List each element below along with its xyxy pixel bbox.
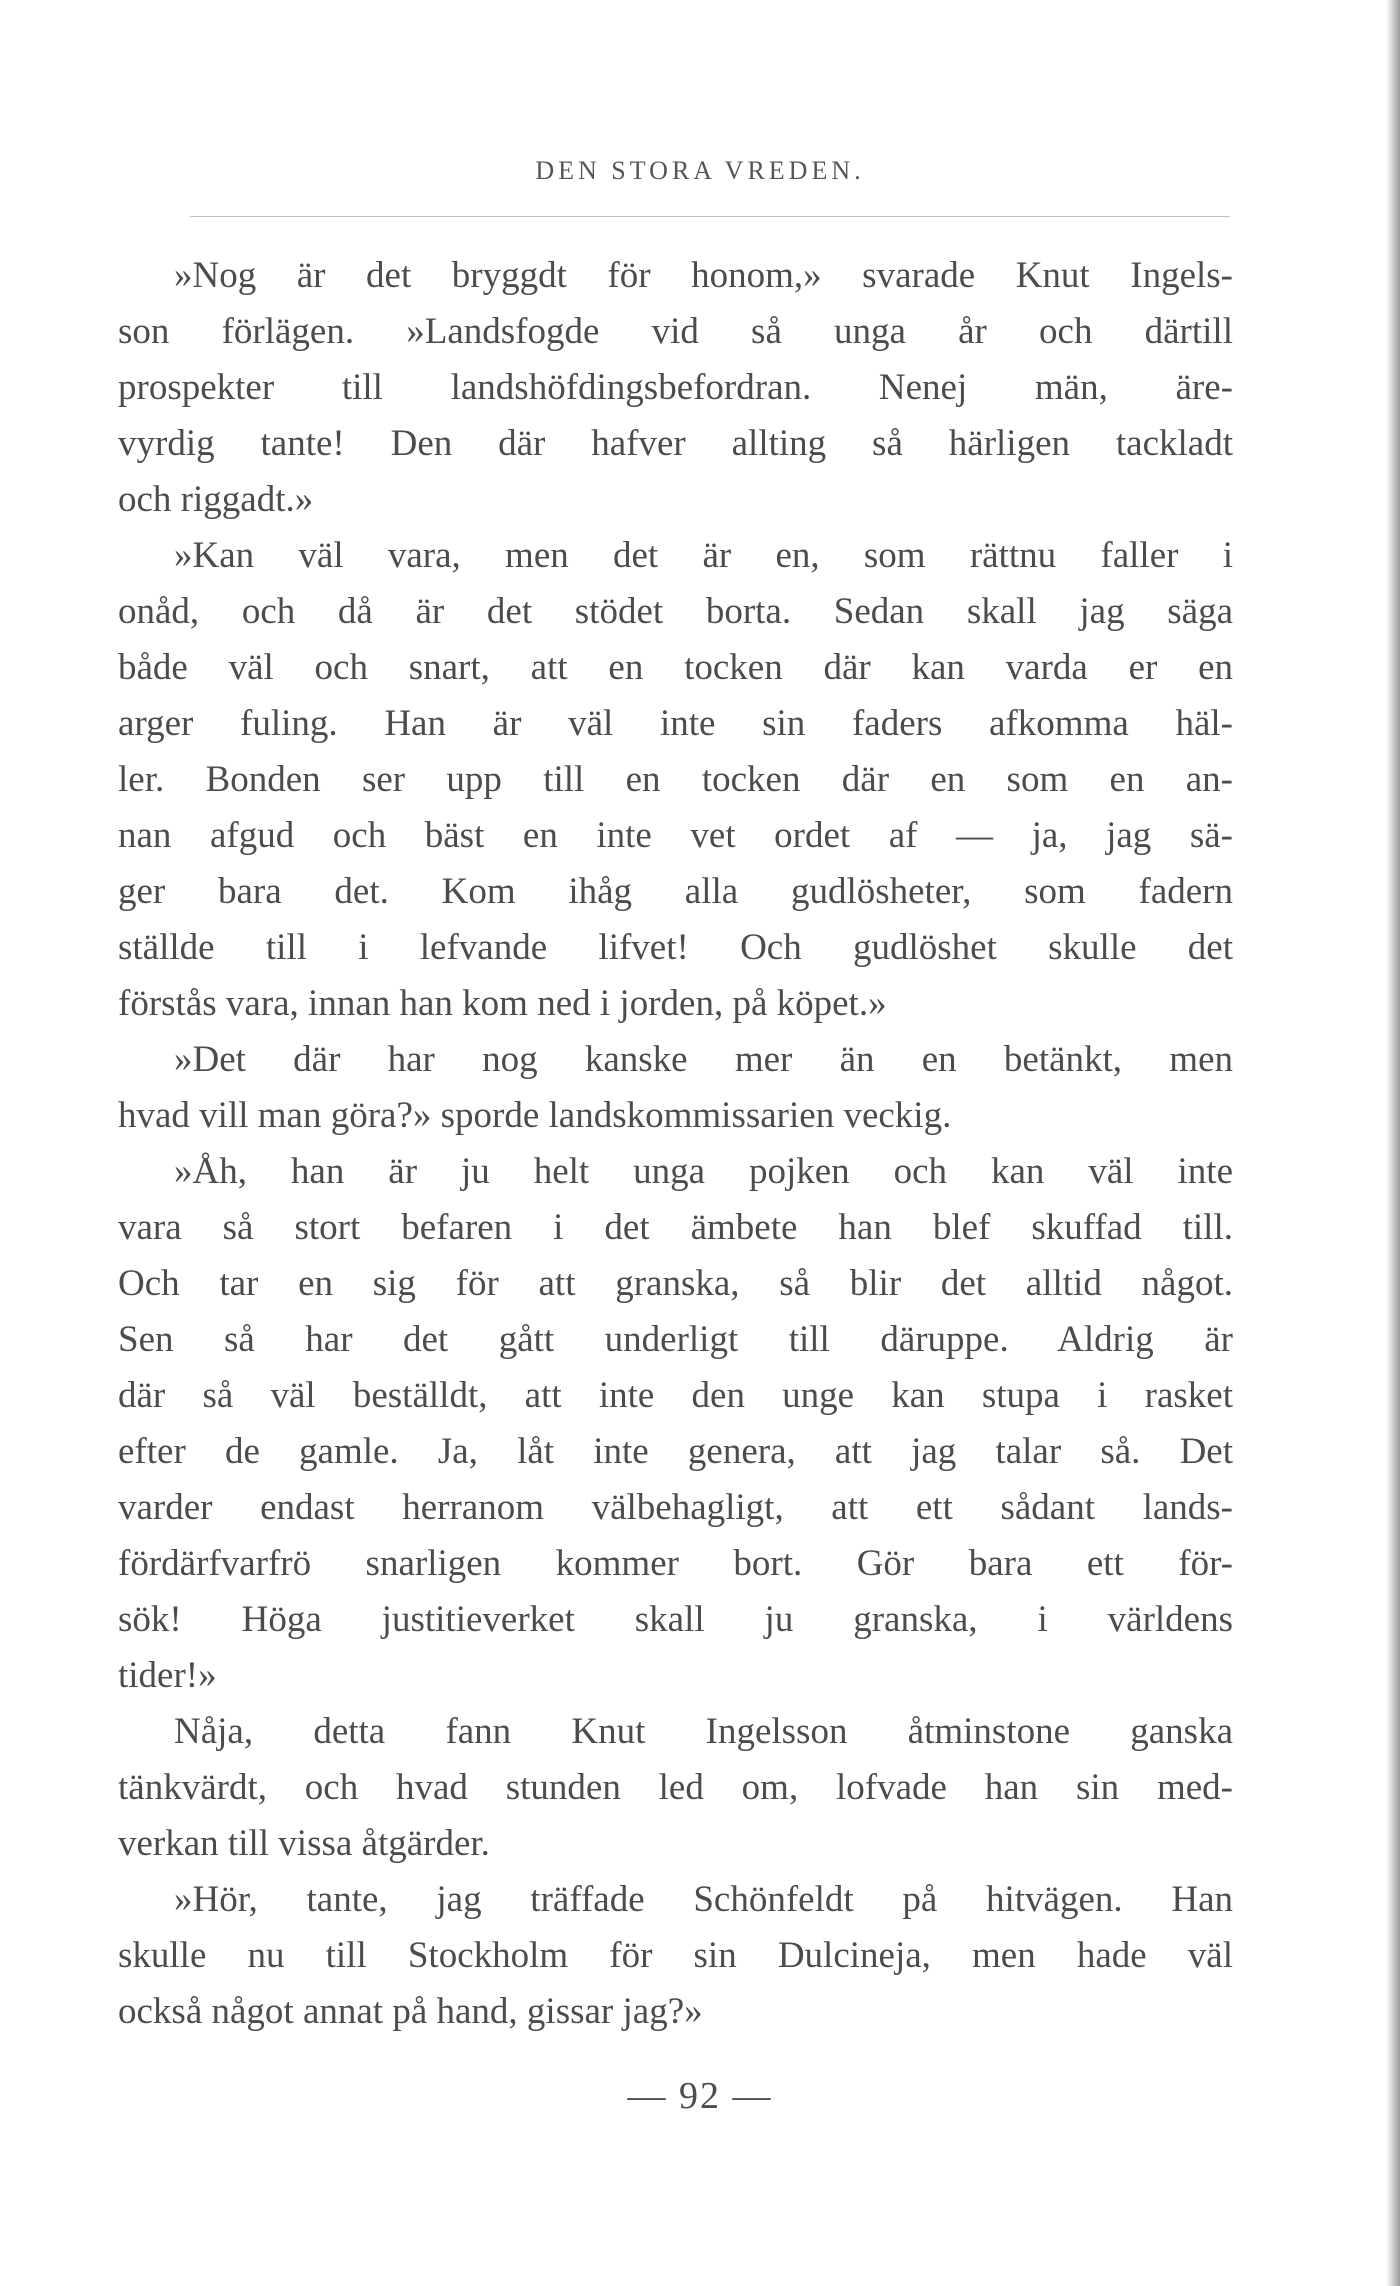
text-line: Sen så har det gått underligt till däruppe. Aldrig är bbox=[118, 1319, 1233, 1360]
text-line: också något annat på hand, gissar jag?» bbox=[118, 1991, 703, 2032]
text-line: vyrdig tante! Den där hafver allting så härligen tackladt bbox=[118, 423, 1233, 464]
text-line: ler. Bonden ser upp till en tocken där en som en an- bbox=[118, 759, 1233, 800]
text-line: nan afgud och bäst en inte vet ordet af — ja, jag sä- bbox=[118, 815, 1233, 856]
header-rule bbox=[190, 216, 1230, 217]
page-number: — 92 — bbox=[627, 2075, 773, 2117]
text-line: verkan till vissa åtgärder. bbox=[118, 1823, 490, 1864]
text-line: vara så stort befaren i det ämbete han blef skuffad till. bbox=[118, 1207, 1233, 1248]
text-line: skulle nu till Stockholm för sin Dulcineja, men hade väl bbox=[118, 1935, 1233, 1976]
text-line: prospekter till landshöfdingsbefordran. Nenej män, äre- bbox=[118, 367, 1233, 408]
text-line: hvad vill man göra?» sporde landskommissarien veckig. bbox=[118, 1095, 952, 1136]
text-line: Nåja, detta fann Knut Ingelsson åtminstone ganska bbox=[174, 1711, 1233, 1752]
text-line: förstås vara, innan han kom ned i jorden, på köpet.» bbox=[118, 983, 887, 1024]
text-line: »Nog är det bryggdt för honom,» svarade Knut Ingels- bbox=[174, 255, 1233, 296]
text-line: tider!» bbox=[118, 1655, 217, 1696]
text-line: och riggadt.» bbox=[118, 479, 314, 520]
text-line: tänkvärdt, och hvad stunden led om, lofvade han sin med- bbox=[118, 1767, 1233, 1808]
text-line: »Åh, han är ju helt unga pojken och kan väl inte bbox=[174, 1151, 1233, 1192]
text-line: både väl och snart, att en tocken där kan varda er en bbox=[118, 647, 1233, 688]
text-line: »Kan väl vara, men det är en, som rättnu faller i bbox=[174, 535, 1233, 576]
text-line: efter de gamle. Ja, låt inte genera, att jag talar så. Det bbox=[118, 1431, 1233, 1472]
running-title: DEN STORA VREDEN. bbox=[535, 156, 865, 185]
text-line: där så väl beställdt, att inte den unge kan stupa i rasket bbox=[118, 1375, 1233, 1416]
body-text bbox=[118, 248, 1233, 2040]
text-line: sök! Höga justitieverket skall ju granska, i världens bbox=[118, 1599, 1233, 1640]
text-line: arger fuling. Han är väl inte sin faders afkomma häl- bbox=[118, 703, 1233, 744]
text-line: Och tar en sig för att granska, så blir det alltid något. bbox=[118, 1263, 1233, 1304]
text-line: onåd, och då är det stödet borta. Sedan skall jag säga bbox=[118, 591, 1233, 632]
text-line: ställde till i lefvande lifvet! Och gudlöshet skulle det bbox=[118, 927, 1233, 968]
text-line: fördärfvarfrö snarligen kommer bort. Gör bara ett för- bbox=[118, 1543, 1233, 1584]
text-line: varder endast herranom välbehagligt, att ett sådant lands- bbox=[118, 1487, 1233, 1528]
text-line: »Det där har nog kanske mer än en betänkt, men bbox=[174, 1039, 1233, 1080]
text-line: »Hör, tante, jag träffade Schönfeldt på hitvägen. Han bbox=[174, 1879, 1233, 1920]
text-line: ger bara det. Kom ihåg alla gudlösheter, som fadern bbox=[118, 871, 1233, 912]
text-line: son förlägen. »Landsfogde vid så unga år och därtill bbox=[118, 311, 1233, 352]
page-edge-shadow bbox=[1386, 0, 1400, 2286]
